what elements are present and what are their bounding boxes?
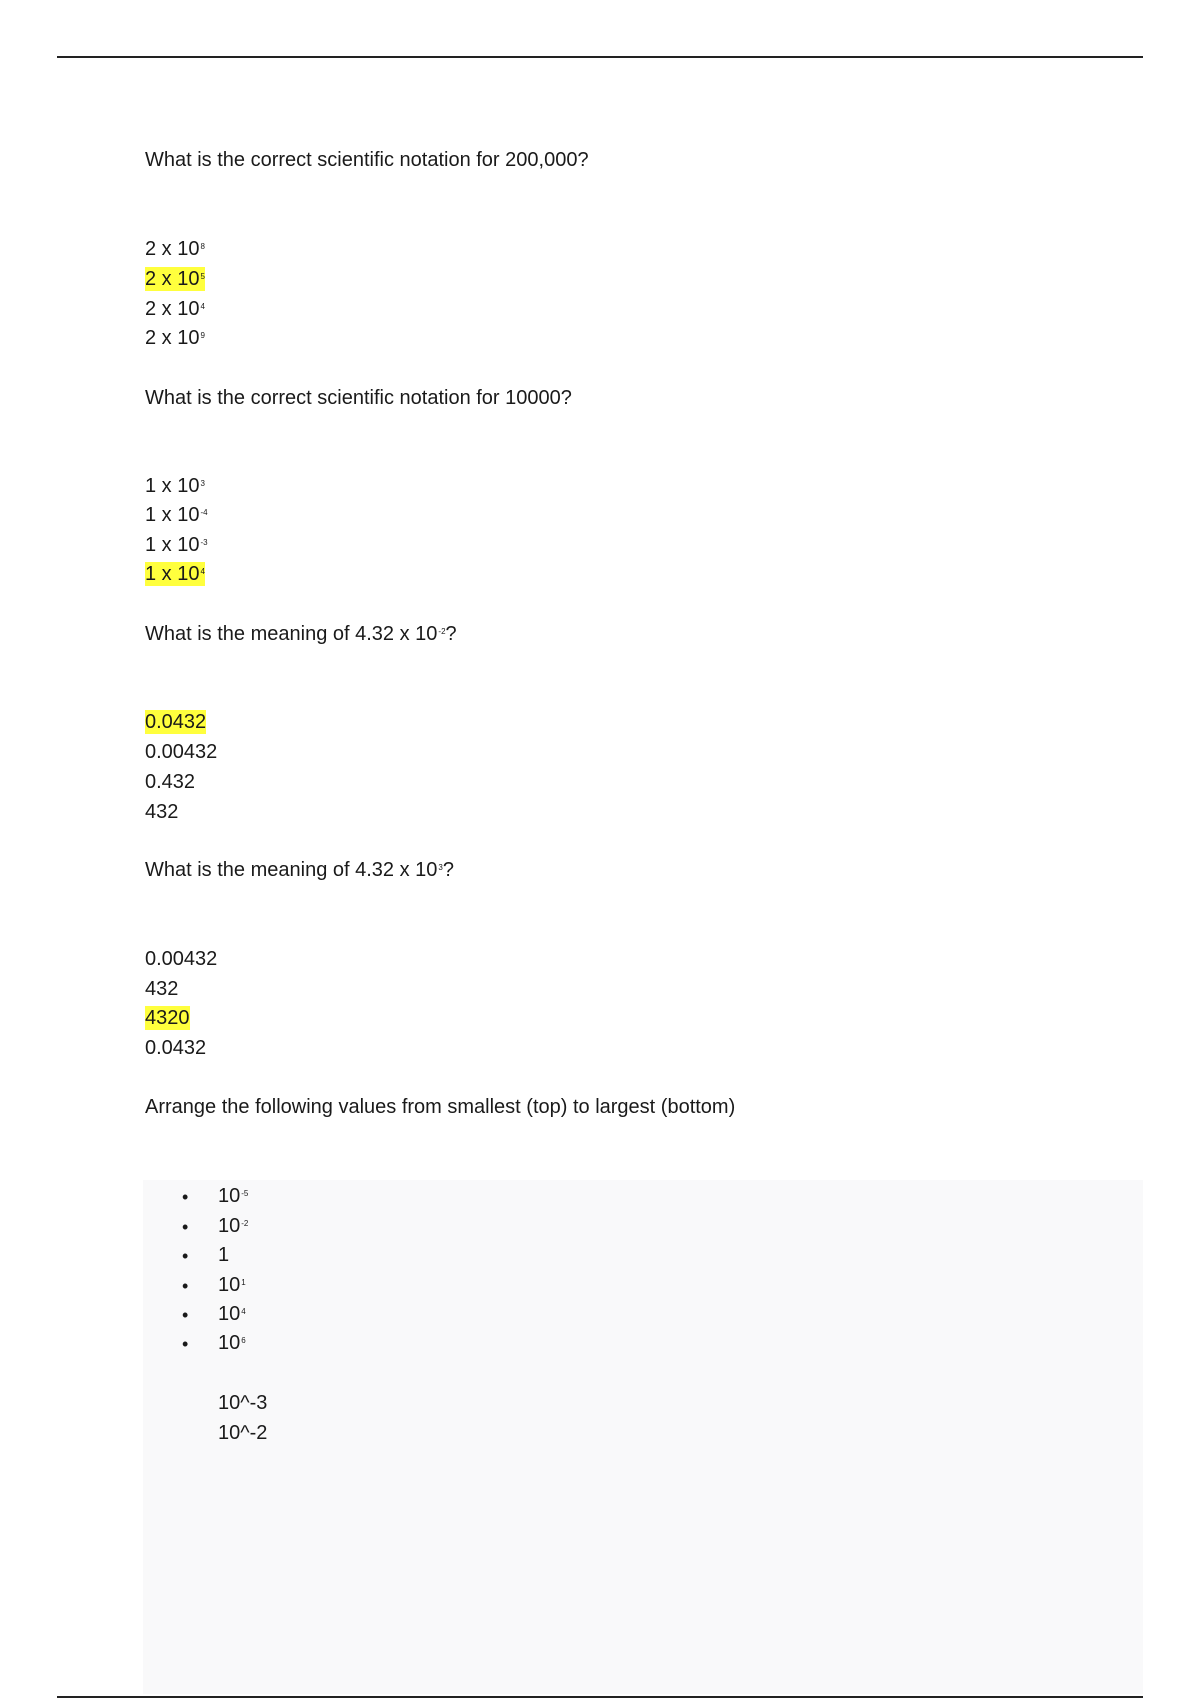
- question-1-option-1[interactable]: [145, 237, 205, 261]
- bullet-marker: •: [182, 1276, 189, 1296]
- extra-value-2[interactable]: 10^-2: [218, 1422, 268, 1444]
- extra-value-1[interactable]: 10^-3: [218, 1392, 268, 1414]
- bullet-marker: •: [182, 1334, 189, 1354]
- option-exponent: -3: [200, 538, 208, 547]
- highlighted-answer: [145, 267, 205, 291]
- question-2-prompt: What is the correct scientific notation for 10000?: [145, 387, 572, 409]
- question-4-prompt: [145, 858, 454, 882]
- item-exponent: 4: [241, 1307, 246, 1316]
- item-exponent: -5: [241, 1189, 249, 1198]
- bullet-marker: •: [182, 1217, 189, 1237]
- prompt-text: What is the meaning of 4.32 x 10: [145, 623, 438, 645]
- bottom-rule: [57, 1696, 1143, 1698]
- item-exponent: -2: [241, 1219, 249, 1228]
- option-exponent: 9: [200, 331, 205, 340]
- option-base: 1 x 10: [145, 504, 200, 526]
- sortable-item-5[interactable]: [218, 1302, 246, 1326]
- sortable-item-4[interactable]: [218, 1273, 246, 1297]
- sortable-item-2[interactable]: [218, 1214, 248, 1238]
- question-3-option-3[interactable]: 0.432: [145, 771, 196, 793]
- item-base: 10: [218, 1332, 241, 1354]
- highlighted-answer: [145, 562, 205, 586]
- item-base: 10: [218, 1185, 241, 1207]
- option-exponent: -4: [200, 508, 208, 517]
- bullet-marker: •: [182, 1246, 189, 1266]
- question-4-option-1[interactable]: 0.00432: [145, 948, 218, 970]
- prompt-suffix: ?: [442, 859, 454, 881]
- item-base: 1: [218, 1244, 230, 1266]
- sortable-item-6[interactable]: [218, 1331, 246, 1355]
- option-exponent: 5: [200, 272, 205, 281]
- bullet-marker: •: [182, 1187, 189, 1207]
- option-base: 2 x 10: [145, 298, 200, 320]
- question-1-option-4[interactable]: [145, 326, 205, 350]
- bullet-marker: •: [182, 1305, 189, 1325]
- top-rule: [57, 56, 1143, 58]
- prompt-exponent: -2: [438, 627, 446, 636]
- prompt-suffix: ?: [445, 623, 457, 645]
- question-4-option-4[interactable]: 0.0432: [145, 1037, 207, 1059]
- option-base: 2 x 10: [145, 238, 200, 260]
- question-2-option-2[interactable]: [145, 503, 208, 527]
- option-exponent: 8: [200, 242, 205, 251]
- option-exponent: 4: [200, 567, 205, 576]
- question-3-option-2[interactable]: 0.00432: [145, 741, 218, 763]
- question-1-option-3[interactable]: [145, 297, 205, 321]
- option-base: 1 x 10: [145, 475, 200, 497]
- highlighted-answer: 0.0432: [145, 711, 207, 733]
- question-1-option-2[interactable]: [145, 267, 205, 291]
- question-4-option-3[interactable]: [145, 1006, 190, 1030]
- option-exponent: 4: [200, 302, 205, 311]
- prompt-exponent: 3: [438, 863, 443, 872]
- option-base: 1 x 10: [145, 534, 200, 556]
- question-4-option-2[interactable]: 432: [145, 978, 179, 1000]
- item-base: 10: [218, 1303, 241, 1325]
- question-2-option-1[interactable]: [145, 474, 205, 498]
- option-base: 1 x 10: [145, 563, 200, 585]
- question-3-option-4[interactable]: 432: [145, 801, 179, 823]
- question-1-prompt: What is the correct scientific notation for 200,000?: [145, 149, 589, 171]
- question-3-option-1[interactable]: [145, 710, 206, 734]
- question-2-option-4[interactable]: [145, 562, 205, 586]
- sortable-item-1[interactable]: [218, 1184, 248, 1208]
- item-base: 10: [218, 1274, 241, 1296]
- question-3-prompt: [145, 622, 457, 646]
- option-exponent: 3: [200, 479, 205, 488]
- item-base: 10: [218, 1215, 241, 1237]
- highlighted-answer: 4320: [145, 1007, 190, 1029]
- question-5-prompt: Arrange the following values from smallest (top) to largest (bottom): [145, 1096, 736, 1118]
- sortable-item-3[interactable]: [218, 1243, 229, 1267]
- question-2-option-3[interactable]: [145, 533, 208, 557]
- option-base: 2 x 10: [145, 327, 200, 349]
- item-exponent: 6: [241, 1336, 246, 1345]
- prompt-text: What is the meaning of 4.32 x 10: [145, 859, 438, 881]
- answer-panel: [143, 1180, 1143, 1694]
- item-exponent: 1: [241, 1278, 246, 1287]
- option-base: 2 x 10: [145, 268, 200, 290]
